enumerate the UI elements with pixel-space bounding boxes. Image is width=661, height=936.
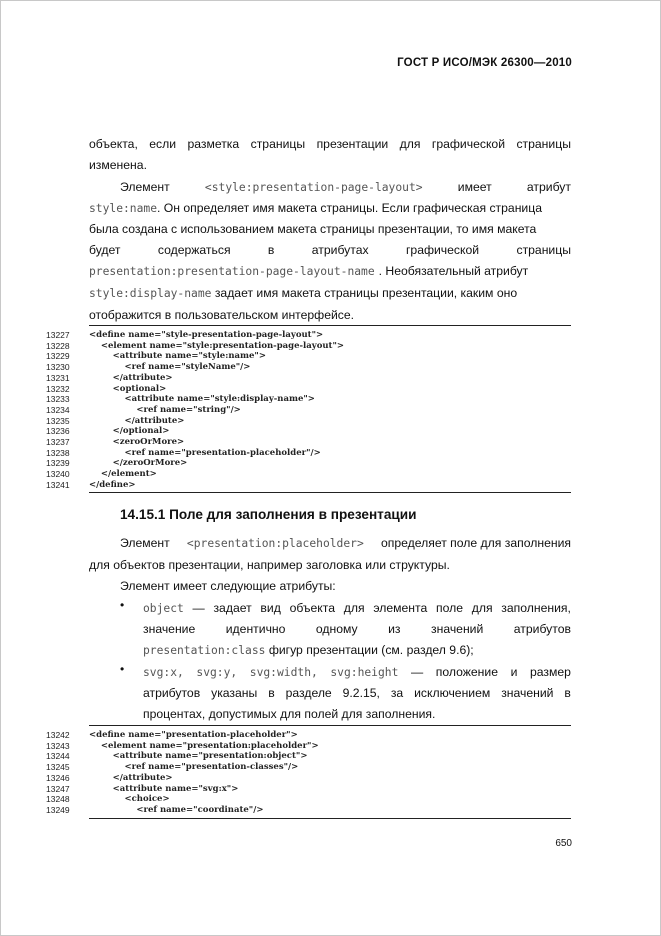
code-line: <element name="presentation:placeholder"> xyxy=(89,740,319,751)
text: задает имя макета страницы презентации, каким оно xyxy=(211,286,518,300)
text: . Необязательный атрибут xyxy=(378,264,529,278)
attribute-name: object xyxy=(143,602,184,615)
word: в xyxy=(267,243,275,257)
code-line: <define name="presentation-placeholder"> xyxy=(89,730,298,740)
attribute-name: presentation:presentation-page-layout-name xyxy=(89,265,375,278)
word: презентации xyxy=(316,137,389,151)
word: в xyxy=(564,686,571,700)
code-line-number: 13248 xyxy=(46,794,70,805)
word: одному xyxy=(315,622,358,636)
text: . Он определяет имя макета страницы. Если графическая страница xyxy=(157,201,542,215)
attribute-name: svg:height xyxy=(330,666,399,679)
code-line-number: 13244 xyxy=(46,751,70,762)
code-line-number: 13238 xyxy=(46,447,70,458)
word: разделе xyxy=(285,686,332,700)
word: графической xyxy=(405,243,480,257)
code-line-number: 13240 xyxy=(46,469,70,480)
code-line-number: 13241 xyxy=(46,479,70,490)
code-line-number: 13230 xyxy=(46,362,70,373)
paragraph-line xyxy=(89,198,571,219)
code-line-number: 13236 xyxy=(46,426,70,437)
code-line: <choice> xyxy=(89,794,170,805)
word: элемента xyxy=(373,601,428,615)
attribute-name: svg:x, xyxy=(143,666,184,679)
code-line-number: 13239 xyxy=(46,458,70,469)
word: для xyxy=(399,137,421,151)
page-number: 650 xyxy=(555,838,572,849)
code-line: </attribute> xyxy=(89,372,173,383)
word: графической xyxy=(431,137,506,151)
word: за xyxy=(390,686,404,700)
code-line-number: 13234 xyxy=(46,404,70,415)
attribute-name: style:name xyxy=(89,202,158,215)
code-line: <ref name="presentation-placeholder"/> xyxy=(89,447,321,458)
code-line: </attribute> xyxy=(89,415,185,426)
code-line: </element> xyxy=(89,469,157,480)
word: объекта xyxy=(289,601,336,615)
code-line-number: 13237 xyxy=(46,437,70,447)
code-line-number: 13247 xyxy=(46,783,70,794)
attribute-name: svg:width, xyxy=(249,666,318,679)
code-line-number: 13243 xyxy=(46,740,70,751)
word: страницы xyxy=(516,243,571,257)
word: и xyxy=(510,665,518,679)
bullet: • xyxy=(120,598,125,612)
word: страницы xyxy=(250,137,306,151)
bullet-line: процентах, допустимых для полей для заполнения. xyxy=(143,707,436,721)
word: атрибут xyxy=(526,180,571,194)
word: если xyxy=(149,137,177,151)
code-line-number: 13249 xyxy=(46,804,70,815)
section-heading: 14.15.1 Поле для заполнения в презентации xyxy=(120,507,417,522)
word: в xyxy=(268,686,275,700)
word: разметка xyxy=(187,137,240,151)
code-top-rule xyxy=(89,325,571,326)
bullet-line xyxy=(143,640,571,661)
word: атрибутов xyxy=(143,686,201,700)
paragraph-line xyxy=(89,240,571,261)
code-bottom-rule xyxy=(89,492,571,493)
word: идентично xyxy=(225,622,286,636)
code-line-number: 13229 xyxy=(46,351,70,362)
paragraph-line: была создана с использованием макета страницы презентации, то имя макета xyxy=(89,222,537,236)
code-top-rule xyxy=(89,725,571,726)
word: поле xyxy=(436,601,463,615)
code-line: </zeroOrMore> xyxy=(89,458,188,469)
paragraph-line: изменена. xyxy=(89,158,147,172)
code-line: </optional> xyxy=(89,426,170,437)
code-line: <define name="style-presentation-page-layout"> xyxy=(89,330,324,340)
code-line: <attribute name="presentation:object"> xyxy=(89,751,308,762)
code-line-number: 13228 xyxy=(46,340,70,351)
word: содержаться xyxy=(157,243,231,257)
code-line: <attribute name="svg:x"> xyxy=(89,783,239,794)
code-line: <ref name="styleName"/> xyxy=(89,362,251,373)
paragraph-line xyxy=(89,283,571,304)
word: значение xyxy=(143,622,196,636)
bullet-line xyxy=(143,683,571,704)
code-line-number: 13232 xyxy=(46,383,70,394)
word: положение xyxy=(435,665,498,679)
word: для xyxy=(471,601,493,615)
word: указаны xyxy=(211,686,258,700)
word: — xyxy=(410,665,424,679)
code-line: <ref name="string"/> xyxy=(89,404,241,415)
bullet: • xyxy=(120,662,125,676)
bullet-line xyxy=(143,598,571,619)
code-line-number: 13245 xyxy=(46,762,70,773)
bullet-line xyxy=(143,662,571,683)
text: определяет поле для заполнения xyxy=(380,536,571,550)
attribute-name: presentation:class xyxy=(143,644,266,657)
word: объекта, xyxy=(89,137,138,151)
word: исключением xyxy=(414,686,491,700)
attribute-name: style:display-name xyxy=(89,287,212,300)
code-line-number: 13242 xyxy=(46,730,70,740)
code-line: </define> xyxy=(89,479,136,490)
document-code: ГОСТ Р ИСО/МЭК 26300—2010 xyxy=(397,57,572,69)
code-line: </attribute> xyxy=(89,772,173,783)
text: фигур презентации (см. раздел 9.6); xyxy=(265,643,474,657)
code-line-number: 13246 xyxy=(46,772,70,783)
code-line: <ref name="presentation-classes"/> xyxy=(89,762,299,773)
code-line: <attribute name="style:name"> xyxy=(89,351,266,362)
code-line: <optional> xyxy=(89,383,167,394)
paragraph-line xyxy=(120,533,571,554)
word: из xyxy=(388,622,401,636)
paragraph-line xyxy=(89,134,571,155)
word: страницы xyxy=(516,137,571,151)
word: заполнения, xyxy=(501,601,571,615)
word: вид xyxy=(260,601,281,615)
code-line: <element name="style:presentation-page-layout"> xyxy=(89,340,345,351)
word: — xyxy=(192,601,205,615)
word: для xyxy=(343,601,365,615)
word: Элемент xyxy=(120,536,170,550)
word: Элемент xyxy=(120,180,170,194)
code-line: <ref name="coordinate"/> xyxy=(89,804,264,815)
paragraph-line: отображится в пользовательском интерфейсе. xyxy=(89,308,355,322)
word: значений xyxy=(431,622,484,636)
word: будет xyxy=(89,243,121,257)
code-line-number: 13231 xyxy=(46,372,70,383)
code-line-number: 13233 xyxy=(46,394,70,405)
paragraph-line xyxy=(120,177,571,198)
word: задает xyxy=(213,601,252,615)
code-line: <attribute name="style:display-name"> xyxy=(89,394,315,405)
code-bottom-rule xyxy=(89,818,571,819)
word: 9.2.15, xyxy=(342,686,380,700)
element-tag: <presentation:placeholder> xyxy=(186,537,364,550)
code-line-number: 13235 xyxy=(46,415,70,426)
word: значений xyxy=(501,686,554,700)
paragraph-line: Элемент имеет следующие атрибуты: xyxy=(120,579,336,593)
word: атрибутов xyxy=(513,622,571,636)
paragraph-line: для объектов презентации, например заголовка или структуры. xyxy=(89,558,450,572)
code-line: <zeroOrMore> xyxy=(89,437,185,447)
bullet-line xyxy=(143,619,571,640)
element-tag: <style:presentation-page-layout> xyxy=(204,181,423,194)
word: атрибутах xyxy=(311,243,369,257)
code-line-number: 13227 xyxy=(46,330,70,340)
paragraph-line xyxy=(89,261,571,282)
attribute-name: svg:y, xyxy=(196,666,238,679)
word: имеет xyxy=(457,180,492,194)
word: размер xyxy=(529,665,571,679)
